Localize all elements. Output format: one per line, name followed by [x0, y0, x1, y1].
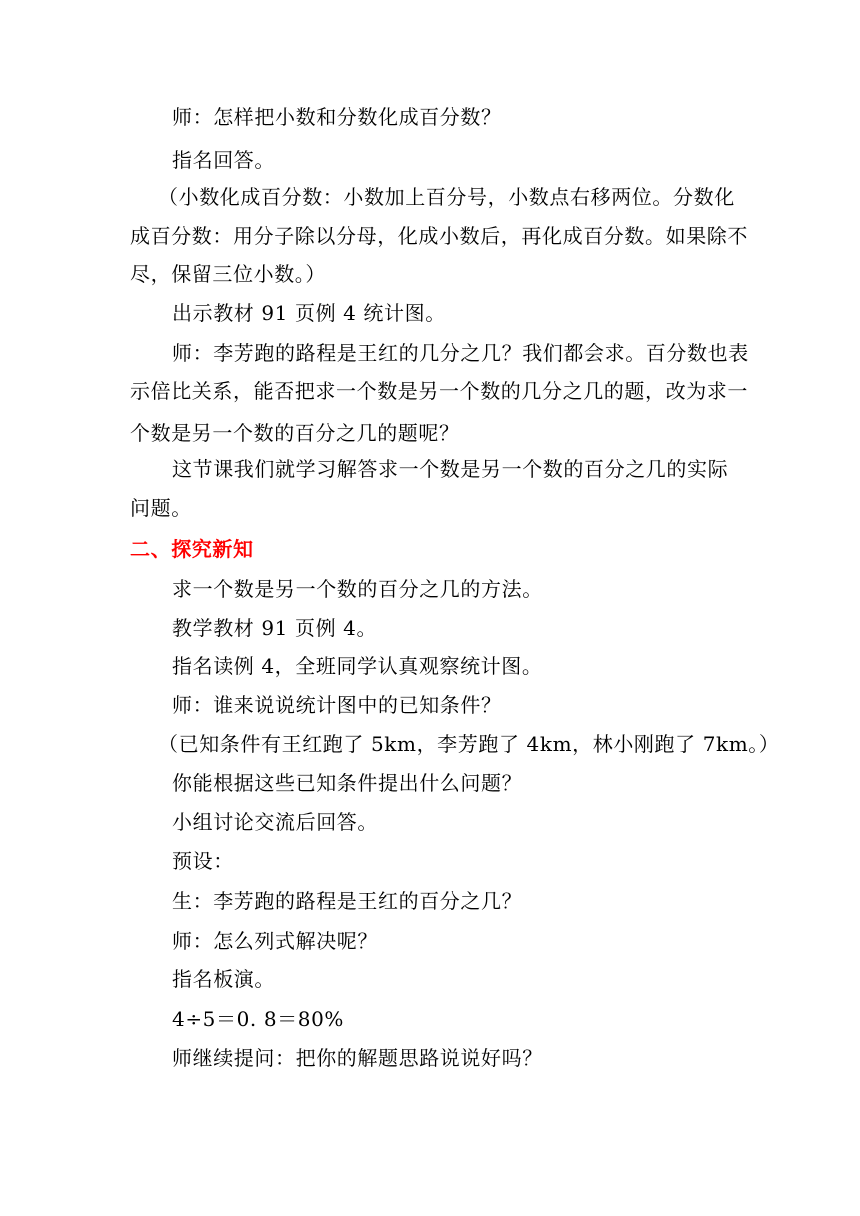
paragraph-line: 教学教材 91 页例 4。 [172, 616, 378, 640]
paragraph-line: 问题。 [130, 496, 192, 520]
paragraph-line: 出示教材 91 页例 4 统计图。 [172, 301, 446, 325]
paragraph-line: 师：谁来说说统计图中的已知条件？ [172, 693, 502, 717]
paragraph-line: （小数化成百分数：小数加上百分号，小数点右移两位。分数化 [158, 185, 735, 209]
equation-line: 4÷5＝0. 8＝80% [172, 1007, 345, 1031]
paragraph-line: 求一个数是另一个数的百分之几的方法。 [172, 577, 543, 601]
paragraph-line: 这节课我们就学习解答求一个数是另一个数的百分之几的实际 [172, 457, 729, 481]
paragraph-line: 指名板演。 [172, 967, 275, 991]
paragraph-line: 你能根据这些已知条件提出什么问题？ [172, 771, 523, 795]
paragraph-line: 小组讨论交流后回答。 [172, 810, 378, 834]
paragraph-line: 尽，保留三位小数。） [130, 262, 326, 286]
paragraph-line: 师：怎样把小数和分数化成百分数？ [172, 105, 502, 129]
paragraph-line: 生：李芳跑的路程是王红的百分之几？ [172, 889, 523, 913]
paragraph-line: 师：怎么列式解决呢？ [172, 929, 378, 953]
paragraph-line: 成百分数：用分子除以分母，化成小数后，再化成百分数。如果除不 [130, 224, 748, 248]
paragraph-line: 个数是另一个数的百分之几的题呢？ [130, 421, 460, 445]
paragraph-line: （已知条件有王红跑了 5km，李芳跑了 4km，林小刚跑了 7km。） [158, 732, 780, 756]
paragraph-line: 师：李芳跑的路程是王红的几分之几？我们都会求。百分数也表 [172, 341, 749, 365]
paragraph-line: 指名读例 4，全班同学认真观察统计图。 [172, 654, 543, 678]
paragraph-line: 师继续提问：把你的解题思路说说好吗？ [172, 1046, 543, 1070]
paragraph-line: 示倍比关系，能否把求一个数是另一个数的几分之几的题，改为求一 [130, 379, 748, 403]
section-heading: 二、探究新知 [130, 537, 254, 561]
paragraph-line: 预设： [172, 849, 234, 873]
paragraph-line: 指名回答。 [172, 148, 275, 172]
